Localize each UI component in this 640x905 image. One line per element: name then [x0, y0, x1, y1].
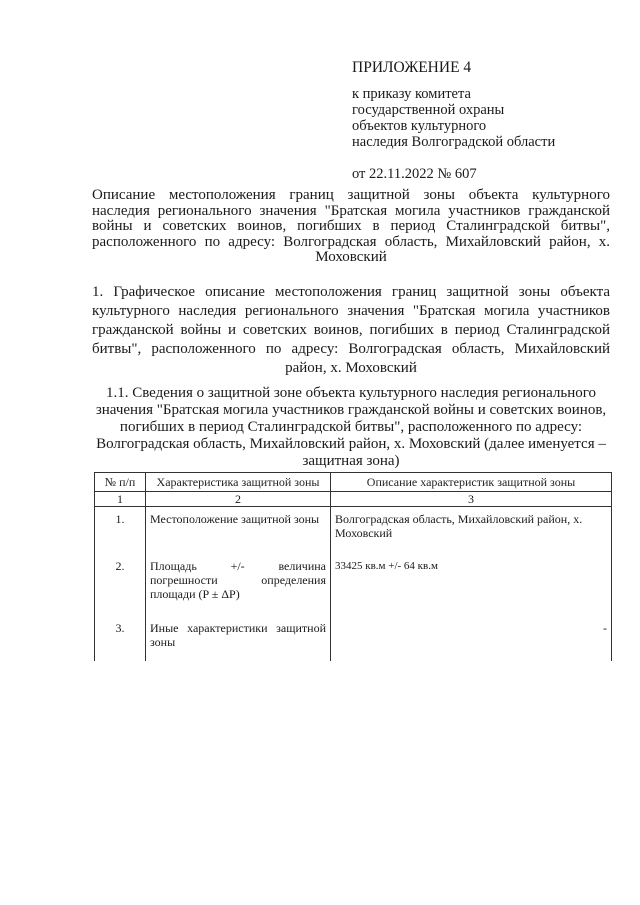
row-number: 2. — [95, 554, 146, 616]
appendix-block — [352, 60, 622, 182]
row-description: - — [331, 616, 612, 661]
row-description: 33425 кв.м +/- 64 кв.м — [331, 554, 612, 616]
row-characteristic: Площадь +/- величина погрешности определения площади (P ± ΔP) — [146, 554, 331, 616]
appendix-line: к приказу комитета — [352, 86, 471, 102]
table-row — [95, 554, 612, 616]
table-header-cell: № п/п — [95, 473, 146, 492]
column-number-cell: 2 — [146, 492, 331, 507]
appendix-line: объектов культурного — [352, 118, 487, 134]
section-1-title: 1. Графическое описание местоположения границ защитной зоны объекта культурного наследия регионального значения "Братская могила участников гражданской войны и советских воинов, погибших в период Сталинградской битвы", расположенного по адресу: Волгоградская область, Михайловский район, х. Моховский — [92, 284, 610, 376]
protection-zone-table — [94, 472, 612, 661]
appendix-title: ПРИЛОЖЕНИЕ 4 — [352, 59, 472, 76]
row-description: Волгоградская область, Михайловский район, х. Моховский — [331, 507, 612, 555]
section-1-1-title: 1.1. Сведения о защитной зоне объекта культурного наследия регионального значения "Братская могила участников гражданской войны и советских воинов, погибших в период Сталинградской битвы", расположенного по адресу: Волгоградская область, Михайловский район, х. Моховский (далее именуется – защитная зона) — [95, 385, 607, 469]
table-header-cell: Характеристика защитной зоны — [146, 473, 331, 492]
table-column-numbers-row — [95, 492, 612, 507]
document-heading: Описание местоположения границ защитной зоны объекта культурного наследия регионального значения "Братская могила участников гражданской войны и советских воинов, погибших в период Сталинградской битвы", расположенного по адресу: Волгоградская область, Михайловский район, х. Моховский — [92, 187, 610, 265]
appendix-line: наследия Волгоградской области — [352, 134, 556, 150]
row-number: 1. — [95, 507, 146, 555]
table-row — [95, 507, 612, 555]
column-number-cell: 3 — [331, 492, 612, 507]
column-number-cell: 1 — [95, 492, 146, 507]
table-header-cell: Описание характеристик защитной зоны — [331, 473, 612, 492]
table-row — [95, 616, 612, 661]
appendix-date: от 22.11.2022 № 607 — [352, 166, 477, 182]
appendix-line: государственной охраны — [352, 102, 505, 118]
table-header-row — [95, 473, 612, 492]
row-number: 3. — [95, 616, 146, 661]
row-characteristic: Иные характеристики защитной зоны — [146, 616, 331, 661]
row-characteristic: Местоположение защитной зоны — [146, 507, 331, 555]
